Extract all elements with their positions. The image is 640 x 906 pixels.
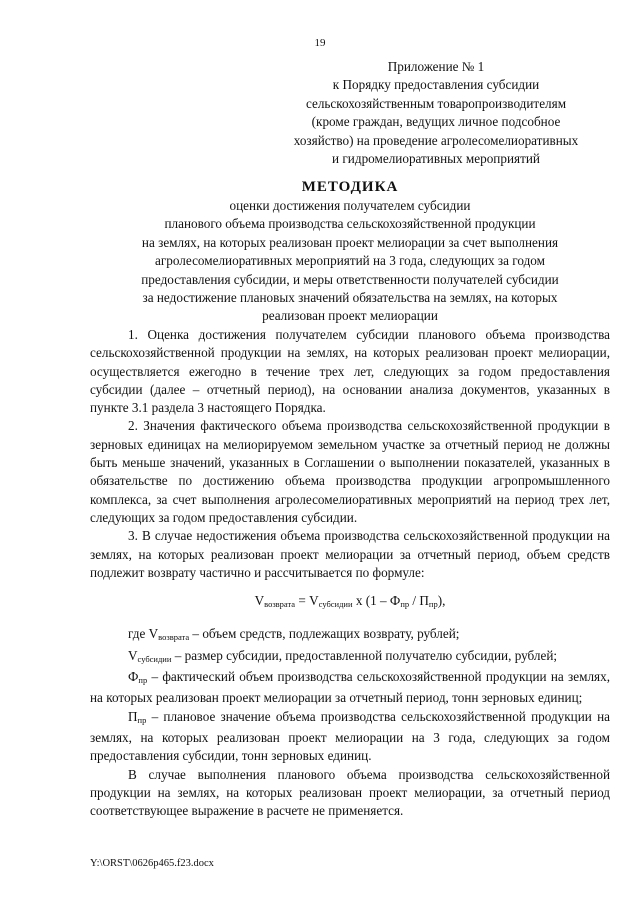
def-symbol: Ф bbox=[128, 669, 139, 685]
def-sub: субсидии bbox=[137, 653, 172, 664]
document-body bbox=[90, 326, 610, 820]
def-text: – фактический объем производства сельскохозяйственной продукции на землях, на которых реализован проект мелиорации за отчетный период, тонн зерновых единиц; bbox=[90, 669, 610, 706]
def-text: – плановое значение объема производства сельскохозяйственной продукции на землях, на которых реализован проект мелиорации на 3 года, следующих за годом предоставления субсидии, тонн зерновых единиц. bbox=[90, 708, 610, 764]
appendix-line: сельскохозяйственным товаропроизводителям bbox=[305, 95, 567, 111]
formula-part: / П bbox=[409, 593, 429, 609]
file-path-footer: Y:\ORST\0626p465.f23.docx bbox=[90, 858, 214, 869]
title-line: предоставления субсидии, и меры ответственности получателей субсидии bbox=[141, 271, 559, 287]
formula-sub: субсидии bbox=[318, 599, 353, 610]
def-symbol: V bbox=[128, 647, 138, 663]
def-sub: возврата bbox=[158, 632, 190, 643]
formula bbox=[90, 592, 610, 613]
formula-part: ), bbox=[437, 593, 446, 609]
appendix-line: (кроме граждан, ведущих личное подсобное bbox=[311, 114, 561, 130]
title-line: планового объема производства сельскохозяйственной продукции bbox=[164, 216, 536, 232]
definition-v-return bbox=[90, 625, 610, 646]
def-symbol: П bbox=[128, 708, 138, 724]
document-title-block bbox=[90, 177, 610, 326]
def-text: – размер субсидии, предоставленной получателю субсидии, рублей; bbox=[171, 647, 558, 663]
formula-part: V bbox=[254, 593, 265, 609]
def-sub: пр bbox=[137, 714, 147, 725]
paragraph-3: 3. В случае недостижения объема производства сельскохозяйственной продукции на землях, на которых реализован проект мелиорации за отчетный период, объем средств подлежит возврату частично и рассчитывается по формуле: bbox=[90, 528, 610, 580]
formula-part: х (1 – Ф bbox=[352, 593, 401, 609]
definition-v-subsidy bbox=[90, 647, 610, 668]
definition-f-actual bbox=[90, 668, 610, 708]
definition-p-planned bbox=[90, 708, 610, 766]
title-line: реализован проект мелиорации bbox=[262, 308, 438, 324]
document-title: МЕТОДИКА bbox=[301, 179, 399, 195]
def-sub: пр bbox=[138, 675, 148, 686]
appendix-line: Приложение № 1 bbox=[387, 59, 485, 74]
appendix-line: к Порядку предоставления субсидии bbox=[332, 77, 540, 93]
appendix-header bbox=[266, 58, 606, 168]
appendix-line: хозяйство) на проведение агролесомелиоративных bbox=[293, 132, 579, 148]
page-number: 19 bbox=[314, 37, 326, 49]
def-text: – объем средств, подлежащих возврату, рублей; bbox=[189, 626, 460, 642]
title-line: за недостижение плановых значений обязательства на землях, на которых bbox=[142, 290, 558, 306]
formula-sub: пр bbox=[428, 599, 438, 610]
title-line: оценки достижения получателем субсидии bbox=[229, 198, 471, 213]
paragraph-1: 1. Оценка достижения получателем субсидии планового объема производства сельскохозяйственной продукции на землях, на которых реализован проект мелиорации, осуществляется ежегодно в течение трех лет, следующих за годом предоставления субсидии (далее – отчетный период), на основании анализа документов, указанных в пункте 3.1 раздела 3 настоящего Порядка. bbox=[90, 327, 610, 416]
paragraph-2: 2. Значения фактического объема производства сельскохозяйственной продукции в зерновых единицах на мелиорируемом земельном участке за отчетный период не должны быть меньше значений, указанных в Соглашении о выполнении показателей, указанных в обязательстве по достижению объема производства продукции агропромышленного комплекса, за счет выполнения агролесомелиоративных мероприятий на период трех лет, следующих за годом предоставления субсидии. bbox=[90, 418, 610, 525]
title-line: на землях, на которых реализован проект мелиорации за счет выполнения bbox=[141, 234, 559, 250]
title-line: агролесомелиоративных мероприятий на 3 года, следующих за годом bbox=[155, 253, 545, 269]
formula-part: = V bbox=[295, 593, 319, 609]
def-symbol: где V bbox=[128, 626, 159, 642]
definition-note: В случае выполнения планового объема производства сельскохозяйственной продукции на землях, на которых реализован проект мелиорации, за отчетный период соответствующее выражение в расчете не применяется. bbox=[90, 766, 610, 819]
formula-sub: пр bbox=[400, 599, 410, 610]
appendix-line: и гидромелиоративных мероприятий bbox=[332, 151, 540, 167]
formula-sub: возврата bbox=[264, 599, 296, 610]
